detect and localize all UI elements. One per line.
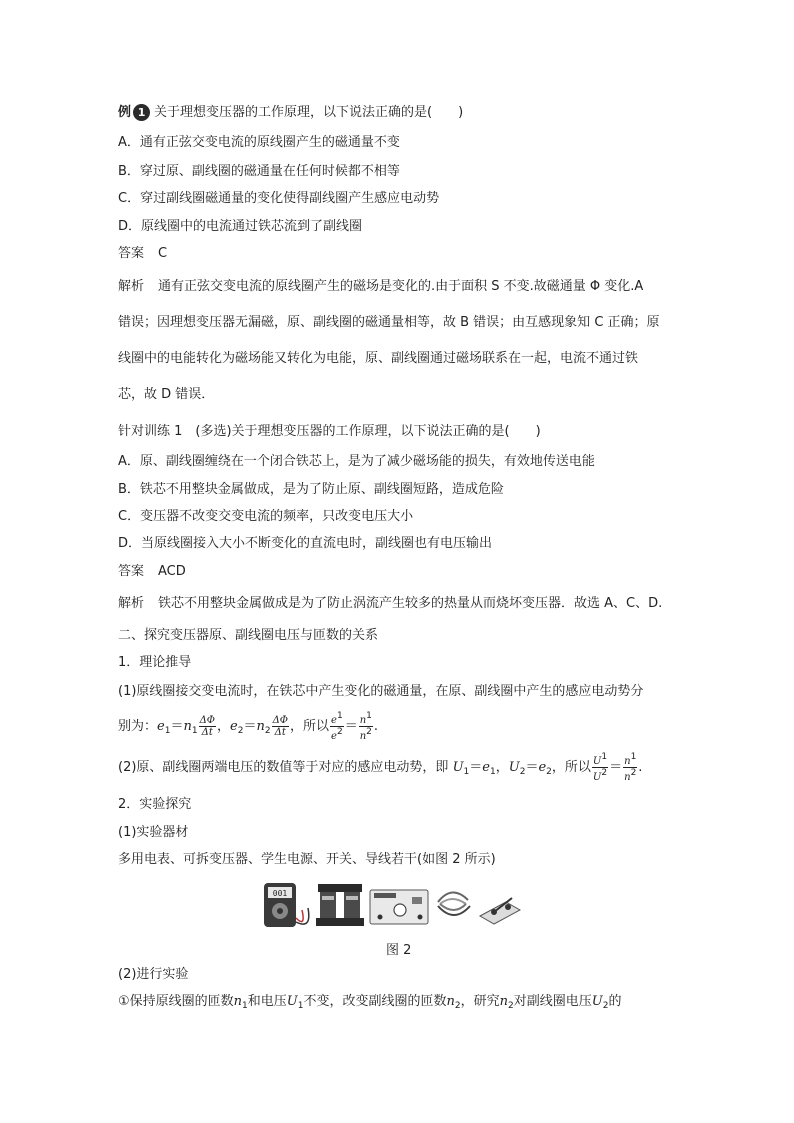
step-text: 的 — [608, 994, 622, 1009]
formula-so: 所以 — [564, 760, 591, 775]
training-option-c: C．变压器不改变交变电流的频率，只改变电压大小 — [118, 509, 414, 524]
voltage-formula-line — [118, 752, 642, 785]
example-option-c: C．穿过副线圈磁通量的变化使得副线圈产生感应电动势 — [118, 191, 440, 206]
formula-so: 所以 — [303, 719, 330, 734]
math-sup: 1 — [630, 752, 637, 762]
math-comma: ， — [290, 719, 304, 734]
answer-value: C — [158, 246, 168, 261]
multimeter-icon — [264, 883, 309, 927]
math-sup: 2 — [366, 727, 372, 737]
example-analysis-line-2: 错误；因理想变压器无漏磁，原、副线圈的磁通量相等，故 B 错误；由互感现象知 C 正确；原 — [118, 315, 660, 330]
step-text: ，研究 — [460, 994, 500, 1009]
example-number-badge: 1 — [133, 104, 150, 121]
math-eq: ＝ — [469, 760, 483, 775]
math-U: U — [592, 756, 602, 767]
math-eq: ＝ — [170, 719, 184, 734]
math-period: . — [638, 760, 643, 775]
math-sub: 2 — [519, 767, 526, 777]
step-text: ①保持原线圈的匝数 — [118, 994, 234, 1009]
figure-2-equipment — [262, 880, 524, 930]
step-text: 不变，改变副线圈的匝数 — [303, 994, 447, 1009]
analysis-text: 通有正弦交变电流的原线圈产生的磁场是变化的.由于面积 S 不变.故磁通量 Φ 变化.A — [158, 279, 644, 294]
answer-value: ACD — [158, 564, 186, 579]
math-n: n — [233, 994, 243, 1009]
math-sub: 2 — [454, 1001, 461, 1011]
math-n: n — [499, 994, 508, 1009]
example-analysis-line-3: 线圈中的电能转化为磁场能又转化为电能，原、副线圈通过磁场联系在一起，电流不通过铁 — [118, 351, 639, 366]
switch-icon — [480, 898, 520, 924]
figure-caption: 图 2 — [386, 943, 412, 958]
math-sub: 2 — [602, 1001, 609, 1011]
math-sup: 1 — [336, 711, 343, 721]
math-sub: 1 — [297, 1001, 304, 1011]
training-option-d: D．当原线圈接入大小不断变化的直流电时，副线圈也有电压输出 — [118, 536, 493, 551]
power-supply-icon — [370, 890, 428, 924]
example-option-b: B．穿过原、副线圈的磁通量在任何时候都不相等 — [118, 164, 400, 179]
example-question — [118, 104, 463, 122]
subsection-experiment: 2．实验探究 — [118, 797, 192, 812]
example-question-text: 关于理想变压器的工作原理，以下说法正确的是( ) — [154, 105, 464, 120]
math-U: U — [508, 760, 520, 775]
transformer-icon — [316, 884, 364, 926]
math-sub: 1 — [242, 1001, 248, 1011]
math-sup: 1 — [601, 752, 608, 762]
example-analysis-line-1 — [118, 278, 643, 296]
fraction-dphi-dt — [199, 715, 216, 738]
math-U: U — [286, 994, 298, 1009]
example-label: 例 — [118, 105, 132, 120]
fraction-dphi-dt — [272, 715, 289, 738]
math-e: e — [230, 719, 238, 734]
math-n: n — [446, 994, 455, 1009]
analysis-label: 解析 — [118, 596, 145, 611]
math-sub: 2 — [237, 726, 244, 736]
emf-formula-line — [118, 711, 378, 744]
math-sub: 1 — [489, 767, 496, 777]
math-U: U — [591, 994, 603, 1009]
training-option-a: A．原、副线圈缠绕在一个闭合铁芯上，是为了减少磁场能的损失，有效地传送电能 — [118, 454, 595, 469]
math-sub: 1 — [164, 726, 171, 736]
math-sub: 2 — [264, 726, 271, 736]
math-n: n — [624, 756, 631, 767]
frac-num: ΔΦ — [272, 715, 288, 726]
math-eq: ＝ — [344, 719, 358, 734]
math-e: e — [331, 731, 337, 742]
example-analysis-line-4: 芯，故 D 错误． — [118, 387, 215, 402]
math-U: U — [452, 760, 464, 775]
math-n: n — [359, 731, 367, 742]
math-sub: 1 — [463, 767, 470, 777]
analysis-text: 铁芯不用整块金属做成是为了防止涡流产生较多的热量从而烧坏变压器．故选 A、C、D. — [158, 596, 663, 611]
fraction-n — [359, 711, 373, 742]
math-eq: ＝ — [609, 760, 623, 775]
frac-den: Δt — [274, 727, 286, 738]
training-option-b: B．铁芯不用整块金属做成，是为了防止原、副线圈短路，造成危险 — [118, 482, 504, 497]
fraction-e — [330, 711, 344, 742]
math-sup: 2 — [630, 768, 637, 778]
formula-prefix: (2)原、副线圈两端电压的数值等于对应的感应电动势，即 — [118, 760, 449, 775]
math-e: e — [331, 715, 337, 726]
frac-den: Δt — [201, 727, 213, 738]
example-option-d: D．原线圈中的电流通过铁芯流到了副线圈 — [118, 219, 363, 234]
math-sub: 2 — [546, 767, 552, 777]
math-n: n — [359, 715, 367, 726]
materials-heading: (1)实验器材 — [118, 825, 189, 840]
math-sub: 2 — [508, 1001, 514, 1011]
frac-num: ΔΦ — [199, 715, 215, 726]
fraction-u — [592, 752, 608, 783]
math-n: n — [624, 772, 631, 783]
formula-prefix: 别为： — [118, 719, 158, 734]
analysis-label: 解析 — [118, 279, 145, 294]
step-text: 和电压 — [247, 994, 287, 1009]
math-e: e — [482, 760, 490, 775]
procedure-step-1 — [118, 993, 621, 1015]
math-sup: 2 — [336, 727, 343, 737]
wires-icon — [438, 892, 470, 915]
subsection-theory: 1．理论推导 — [118, 655, 192, 670]
materials-list: 多用电表、可拆变压器、学生电源、开关、导线若干(如图 2 所示) — [118, 852, 496, 867]
theory-paragraph-1: (1)原线圈接交变电流时，在铁芯中产生变化的磁通量，在原、副线圈中产生的感应电动势分 — [118, 684, 644, 699]
math-comma: ， — [495, 760, 509, 775]
math-comma: ， — [551, 760, 565, 775]
answer-label: 答案 — [118, 564, 145, 579]
procedure-heading: (2)进行实验 — [118, 967, 189, 982]
math-sup: 1 — [366, 711, 372, 721]
step-text: 对副线圈电压 — [513, 994, 592, 1009]
training-analysis — [118, 595, 662, 613]
answer-label: 答案 — [118, 246, 145, 261]
math-eq: ＝ — [243, 719, 257, 734]
math-sub: 1 — [191, 726, 198, 736]
training-question: 针对训练 1 (多选)关于理想变压器的工作原理，以下说法正确的是( ) — [118, 424, 541, 439]
section-heading: 二、探究变压器原、副线圈电压与匝数的关系 — [118, 628, 379, 643]
example-option-a: A．通有正弦交变电流的原线圈产生的磁通量不变 — [118, 135, 400, 150]
math-comma: ， — [217, 719, 231, 734]
math-period: . — [373, 719, 379, 734]
math-n: n — [256, 719, 265, 734]
math-n: n — [183, 719, 192, 734]
math-sup: 2 — [601, 768, 608, 778]
math-U: U — [592, 772, 602, 783]
example-answer — [118, 245, 167, 263]
fraction-n — [623, 752, 637, 783]
math-eq: ＝ — [525, 760, 539, 775]
math-e: e — [157, 719, 165, 734]
training-answer — [118, 563, 186, 581]
meter-reading: 001 — [272, 889, 288, 898]
math-e: e — [538, 760, 547, 775]
